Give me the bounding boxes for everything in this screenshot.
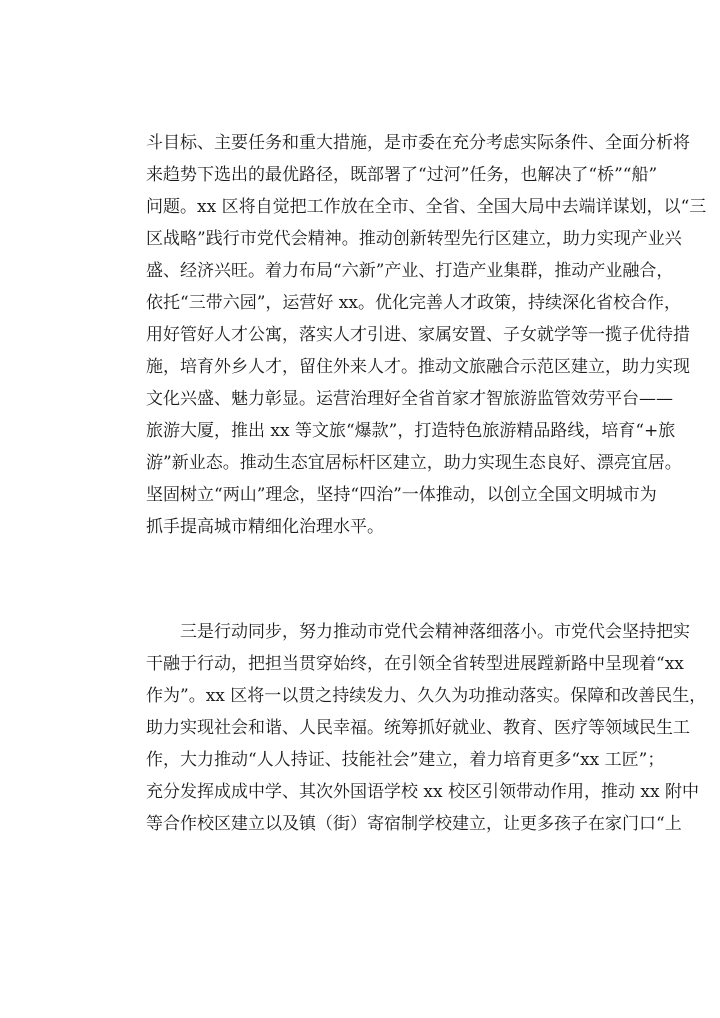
text-line: 施，培育外乡人才，留住外来人才。推动文旅融合示范区建立，助力实现 (146, 357, 690, 377)
text-line: 用好管好人才公寓，落实人才引进、家属安置、子女就学等一揽子优待措 (146, 325, 690, 345)
text-line: 盛、经济兴旺。着力布局“六新”产业、打造产业集群，推动产业融合， (146, 261, 674, 281)
text-line: 三是行动同步，努力推动市党代会精神落细落小。市党代会坚持把实 (180, 622, 690, 642)
text-line: 充分发挥成成中学、其次外国语学校 xx 校区引领带动作用，推动 xx 附中 (146, 782, 699, 802)
text-line: 依托“三带六园”，运营好 xx。优化完善人才政策，持续深化省校合作， (146, 293, 681, 313)
text-line: 坚固树立“两山”理念，坚持“四治”一体推动，以创立全国文明城市为 (146, 485, 657, 505)
text-line: 等合作校区建立以及镇（街）寄宿制学校建立，让更多孩子在家门口“上 (146, 814, 682, 834)
text-line: 干融于行动，把担当贯穿始终，在引领全省转型进展蹚新路中呈现着“xx (146, 654, 684, 674)
text-line: 游”新业态。推动生态宜居标杆区建立，助力实现生态良好、漂亮宜居。 (146, 453, 682, 473)
text-line: 旅游大厦，推出 xx 等文旅“爆款”，打造特色旅游精品路线，培育“+旅 (146, 421, 676, 441)
text-line: 作为”。xx 区将一以贯之持续发力、久久为功推动落实。保障和改善民生， (146, 686, 707, 706)
text-line: 区战略”践行市党代会精神。推动创新转型先行区建立，助力实现产业兴 (146, 229, 682, 249)
text-line: 斗目标、主要任务和重大措施，是市委在充分考虑实际条件、全面分析将 (146, 133, 690, 153)
paragraph-strategy (146, 127, 707, 543)
text-line: 助力实现社会和谐、人民幸福。统筹抓好就业、教育、医疗等领域民生工 (146, 718, 690, 738)
text-line: 作，大力推动“人人持证、技能社会”建立，着力培育更多“xx 工匠”； (146, 750, 665, 770)
text-line: 文化兴盛、魅力彰显。运营治理好全省首家才智旅游监管效劳平台—— (146, 389, 673, 409)
text-line: 来趋势下选出的最优路径，既部署了“过河”任务，也解决了“桥”“船” (146, 165, 658, 185)
paragraph-action-sync (146, 616, 707, 840)
text-line: 问题。xx 区将自觉把工作放在全市、全省、全国大局中去端详谋划，以“三 (146, 197, 707, 217)
text-line: 抓手提高城市精细化治理水平。 (146, 517, 384, 537)
